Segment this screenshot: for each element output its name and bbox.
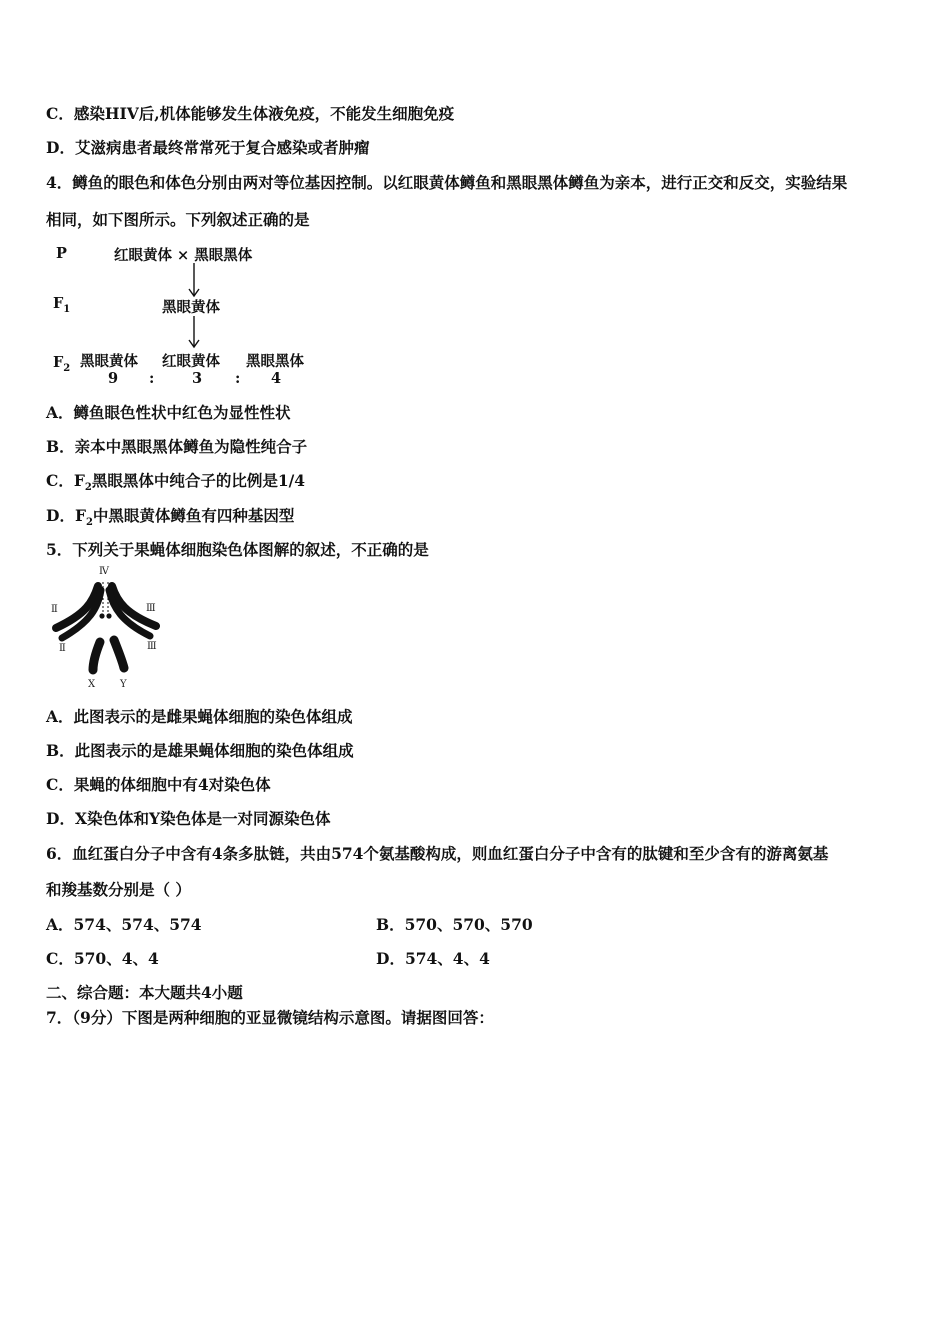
chromosome-drawing bbox=[46, 560, 166, 680]
p-cross-text: 红眼黄体 × 黑眼黑体 bbox=[114, 247, 253, 264]
label-ii-top: Ⅱ bbox=[51, 604, 58, 615]
ratio-separator: : bbox=[235, 370, 241, 387]
q5-option-d: D．X染色体和Y染色体是一对同源染色体 bbox=[46, 809, 331, 828]
q4-option-a: A．鳟鱼眼色性状中红色为显性性状 bbox=[46, 403, 291, 422]
ratio-b: 3 bbox=[192, 370, 203, 387]
arrow-down-icon bbox=[187, 316, 201, 350]
label-iii-top: Ⅲ bbox=[146, 603, 156, 614]
f2-label: $F_2$ bbox=[53, 354, 71, 374]
ratio-a: 9 bbox=[108, 370, 119, 387]
q5-stem: 5．下列关于果蝇体细胞染色体图解的叙述，不正确的是 bbox=[46, 540, 429, 559]
p-label: P bbox=[56, 245, 67, 262]
q4-option-b: B．亲本中黑眼黑体鳟鱼为隐性纯合子 bbox=[46, 437, 308, 456]
fruitfly-chromosome-diagram bbox=[46, 560, 166, 700]
f2-phenotype-c: 黑眼黑体 bbox=[246, 353, 304, 370]
f2-phenotype-b: 红眼黄体 bbox=[162, 353, 220, 370]
label-ii-bottom: Ⅱ bbox=[59, 643, 66, 654]
q4-stem-line1: 4．鳟鱼的眼色和体色分别由两对等位基因控制。以红眼黄体鳟鱼和黑眼黑体鳟鱼为亲本，进行正交和反交，实验结果 bbox=[46, 173, 848, 192]
q6-option-a: A．574、574、574 bbox=[46, 915, 202, 934]
label-iv: Ⅳ bbox=[99, 566, 109, 577]
f2-phenotype-a: 黑眼黄体 bbox=[80, 353, 138, 370]
label-x: X bbox=[88, 679, 96, 690]
q3-option-c: C．感染HIV后,机体能够发生体液免疫，不能发生细胞免疫 bbox=[46, 104, 455, 123]
q5-option-c: C．果蝇的体细胞中有4对染色体 bbox=[46, 775, 271, 794]
q6-stem-line2: 和羧基数分别是（ ） bbox=[46, 880, 191, 899]
label-y: Y bbox=[120, 679, 127, 690]
q6-stem-line1: 6．血红蛋白分子中含有4条多肽链，共由574个氨基酸构成，则血红蛋白分子中含有的肽键和至少含有的游离氨基 bbox=[46, 844, 829, 863]
q3-option-d: D．艾滋病患者最终常常死于复合感染或者肿瘤 bbox=[46, 138, 370, 157]
ratio-c: 4 bbox=[271, 370, 282, 387]
arrow-down-icon bbox=[187, 263, 201, 299]
q4-stem-line2: 相同，如下图所示。下列叙述正确的是 bbox=[46, 210, 310, 229]
q7-stem: 7．（9分）下图是两种细胞的亚显微镜结构示意图。请据图回答： bbox=[46, 1008, 494, 1027]
ratio-separator: : bbox=[149, 370, 155, 387]
q6-option-d: D．574、4、4 bbox=[376, 949, 490, 968]
q5-option-b: B．此图表示的是雄果蝇体细胞的染色体组成 bbox=[46, 741, 354, 760]
q4-option-c: C．$F_2$黑眼黑体中纯合子的比例是1/4 bbox=[46, 471, 306, 494]
q5-option-a: A．此图表示的是雌果蝇体细胞的染色体组成 bbox=[46, 707, 353, 726]
label-iii-bottom: Ⅲ bbox=[147, 641, 157, 652]
q4-option-d: D．$F_2$中黑眼黄体鳟鱼有四种基因型 bbox=[46, 506, 295, 529]
f1-label: $F_1$ bbox=[53, 295, 71, 315]
f1-phenotype: 黑眼黄体 bbox=[162, 299, 220, 316]
q6-option-c: C．570、4、4 bbox=[46, 949, 159, 968]
q4-cross-diagram bbox=[46, 237, 316, 387]
section-heading: 二、综合题：本大题共4小题 bbox=[46, 983, 243, 1002]
q6-option-b: B．570、570、570 bbox=[376, 915, 533, 934]
